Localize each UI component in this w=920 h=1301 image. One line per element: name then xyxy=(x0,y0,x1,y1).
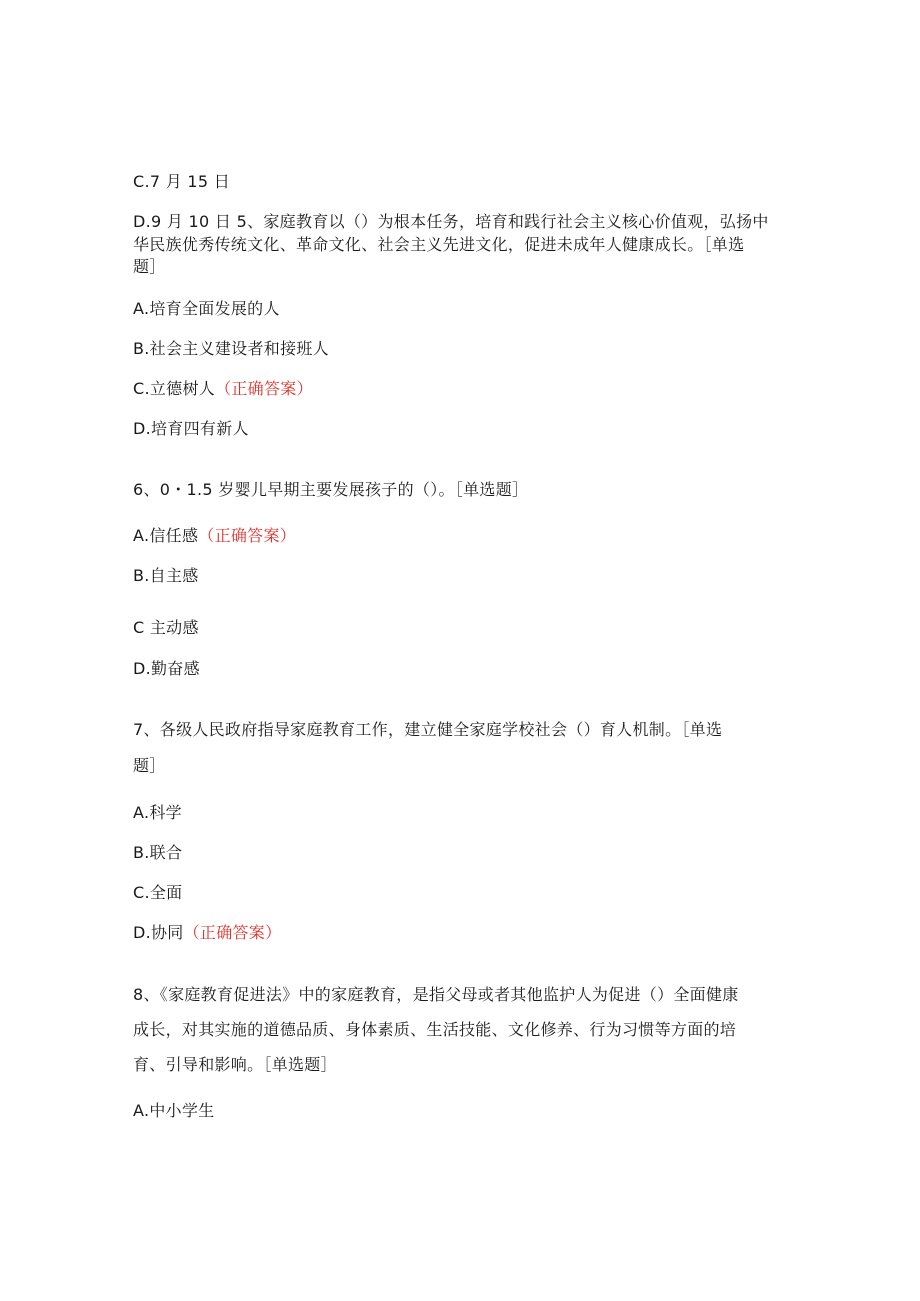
option-c-q6: C 主动感 xyxy=(133,618,199,637)
option-b-q6: B.自主感 xyxy=(133,566,199,585)
question-7-text-line-2: 题］ xyxy=(133,756,166,775)
question-7-text-line-1: 7、各级人民政府指导家庭教育工作，建立健全家庭学校社会（）育人机制。［单选 xyxy=(133,720,723,739)
option-b-q7: B.联合 xyxy=(133,843,183,862)
question-8-text-line-1: 8、《家庭教育促进法》中的家庭教育，是指父母或者其他监护人为促进（）全面健康 xyxy=(133,985,739,1004)
option-d-q4-question-5: D.9 月 10 日 5、家庭教育以（）为根本任务，培育和践行社会主义核心价值观，弘扬中 xyxy=(133,212,769,231)
option-a-q6: A.信任感（正确答案） xyxy=(133,526,297,545)
question-6-text: 6、0・1.5 岁婴儿早期主要发展孩子的（）。［单选题］ xyxy=(133,480,529,499)
option-a-q8: A.中小学生 xyxy=(133,1101,215,1120)
option-d-q7: D.协同（正确答案） xyxy=(133,923,282,942)
option-c-q5: C.立德树人（正确答案） xyxy=(133,379,313,398)
option-a-q7: A.科学 xyxy=(133,803,182,822)
correct-answer-mark: （正确答案） xyxy=(198,526,297,545)
correct-answer-mark: （正确答案） xyxy=(215,379,313,398)
question-8-text-line-3: 育、引导和影响。［单选题］ xyxy=(133,1055,337,1074)
correct-answer-mark: （正确答案） xyxy=(183,923,282,942)
question-5-text-line-3: 题］ xyxy=(133,257,166,276)
option-c-q4: C.7 月 15 日 xyxy=(133,172,231,191)
option-b-q5: B.社会主义建设者和接班人 xyxy=(133,339,329,358)
question-5-text-line-2: 华民族优秀传统文化、革命文化、社会主义先进文化，促进未成年人健康成长。［单选 xyxy=(133,235,745,254)
option-a-q5: A.培育全面发展的人 xyxy=(133,299,280,318)
option-d-q5: D.培育四有新人 xyxy=(133,419,249,438)
question-8-text-line-2: 成长，对其实施的道德品质、身体素质、生活技能、文化修养、行为习惯等方面的培 xyxy=(133,1020,737,1039)
option-d-q6: D.勤奋感 xyxy=(133,659,200,678)
option-c-q7: C.全面 xyxy=(133,883,183,902)
